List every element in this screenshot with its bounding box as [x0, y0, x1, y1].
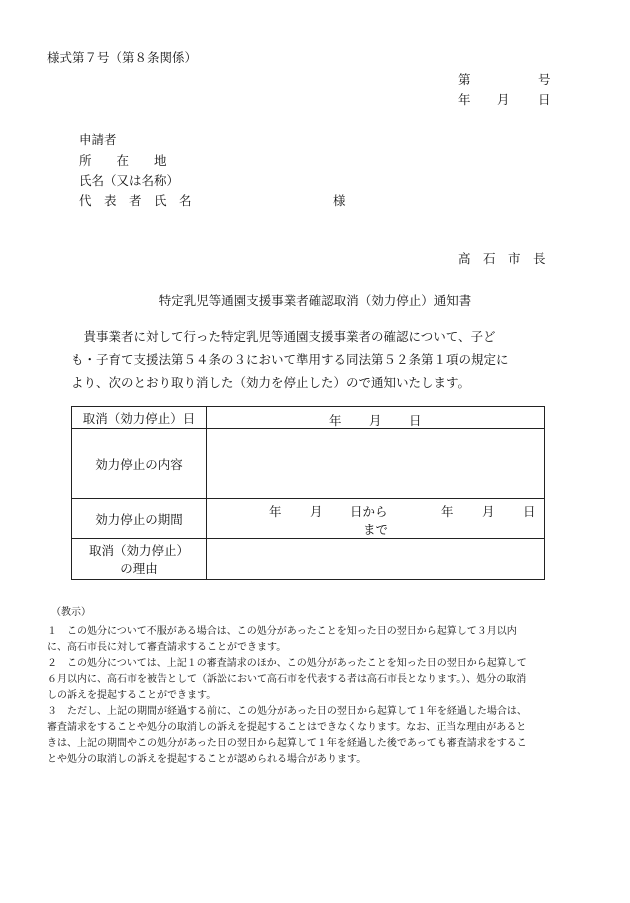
cancel-date-day: 日: [409, 412, 422, 428]
table-row-suspension-period: [72, 499, 545, 539]
reason-label-line-2: の理由: [120, 561, 158, 576]
reason-label: [72, 539, 207, 580]
form-table: [71, 406, 545, 580]
table-row-cancel-date: [72, 407, 545, 429]
note-line: 審査請求をすることや処分の取消しの訴えを提起することはできなくなります。なお、正当な理由があると: [47, 722, 527, 733]
note-line: ６月以内に、高石市を被告として（訴訟において高石市を代表する者は高石市長となります。）、処分の取消: [47, 674, 527, 685]
note-line: １ この処分について不服がある場合は、この処分があったことを知った日の翌日から起算して３月以内: [47, 626, 517, 637]
date-month: 月: [497, 92, 510, 107]
document-number-prefix: 第: [458, 72, 471, 87]
notes-heading: （教示）: [51, 607, 91, 618]
applicant-label: 申請者: [79, 132, 117, 147]
cancel-date-label: 取消（効力停止）日: [72, 407, 207, 429]
sender-mayor: 高 石 市 長: [458, 251, 546, 266]
name-label: 氏名（又は名称）: [79, 173, 180, 188]
cancel-date-year: 年: [329, 412, 342, 428]
period-to-day: 日: [523, 503, 536, 519]
table-row-reason: [72, 539, 545, 580]
note-line: ３ ただし、上記の期間が経過する前に、この処分があった日の翌日から起算して１年を経過した場合は、: [47, 706, 527, 717]
suspension-period-field: [207, 499, 545, 539]
suspension-content-label: 効力停止の内容: [72, 429, 207, 499]
suspension-period-label: 効力停止の期間: [72, 499, 207, 539]
representative-label: 代 表 者 氏 名: [79, 193, 192, 208]
note-line: しの訴えを提起することができます。: [47, 690, 217, 701]
period-from-year: 年: [269, 503, 282, 519]
document-title: 特定乳児等通園支援事業者確認取消（効力停止）通知書: [158, 293, 472, 308]
period-until: まで: [363, 521, 389, 537]
reason-field: [207, 539, 545, 580]
period-from-day: 日から: [350, 503, 388, 519]
date-day: 日: [538, 92, 551, 107]
cancel-date-field: [207, 407, 545, 429]
note-line: ２ この処分については、上記１の審査請求のほか、この処分があったことを知った日の翌日から起算して: [47, 658, 527, 669]
period-from-month: 月: [310, 503, 323, 519]
notes-list: [47, 624, 555, 768]
note-line: とや処分の取消しの訴えを提起することが認められる場合があります。: [47, 754, 367, 765]
address-label: 所 在 地: [79, 153, 167, 168]
body-line-1: 貴事業者に対して行った特定乳児等通園支援事業者の確認について、子ど: [71, 329, 496, 344]
note-line: に、高石市長に対して審査請求することができます。: [47, 642, 287, 653]
document-number-suffix: 号: [538, 72, 551, 87]
table-row-suspension-content: [72, 429, 545, 499]
reason-label-line-1: 取消（効力停止）: [88, 543, 189, 558]
form-number: 様式第７号（第８条関係）: [47, 50, 198, 65]
date-year: 年: [458, 92, 471, 107]
period-to-month: 月: [482, 503, 495, 519]
honorific: 様: [333, 193, 346, 208]
body-line-2: も・子育て支援法第５４条の３において準用する同法第５２条第１項の規定に: [71, 352, 509, 367]
body-line-3: より、次のとおり取り消した（効力を停止した）ので通知いたします。: [71, 375, 471, 390]
suspension-content-field: [207, 429, 545, 499]
note-line: きは、上記の期間やこの処分があった日の翌日から起算して１年を経過した後であっても審査請求をするこ: [47, 738, 527, 749]
cancel-date-month: 月: [369, 412, 382, 428]
period-to-year: 年: [441, 503, 454, 519]
